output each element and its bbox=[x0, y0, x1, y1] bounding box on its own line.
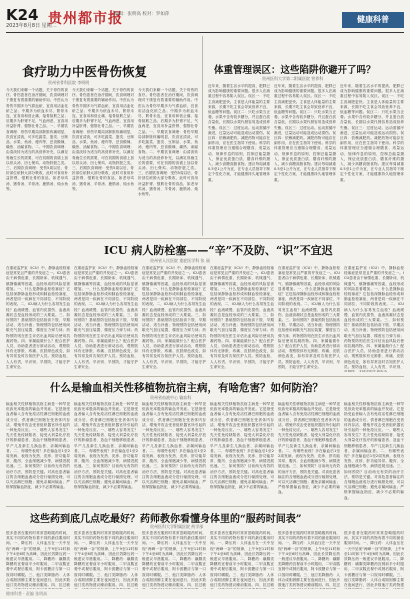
article-headline: 体重管理误区：这些陷阱你避开了吗？ bbox=[214, 65, 376, 76]
article-body: 输血相关性移植物抗宿主病是一种罕见但致死率极高的输血并发症。它是指受血者输入含有免疫活性淋巴细胞的血液成分后，供者淋巴细胞在受者体内存活、增殖并攻击受者组织器官所引起的一种免疫反应。一、哪些人容易发生？先天性免疫缺陷者、接受大剂量化疗放疗的肿瘤患者、造血干细胞移植患者、早产儿及新生儿换血者、亲属间输血者。二、有哪些表现？多在输血后1至2周发病，表现为发热、皮疹、肝功能异常、腹泻、全血细胞减少等，病情进展迅速。三、如何预防？目前尚无有效的治疗方法，预防是关键。对高危患者输注的含细胞血液成分进行辐照处理，可以灭活淋巴细胞；避免亲属间输血；严格掌握输血指征，减少不必要的输血。 bbox=[210, 402, 274, 490]
article-body: 很多患者在服药时常常忽略服药时间，其实不同的药物有着不同的最佳服用时间。一、降压药：人体血压在一天中呈现“两峰一谷”的规律，上午9至11时和下午4至6时为高峰，因此长效降压药一般建议早晨服用。二、降糖药：磺脲类降糖药宜餐前半小时服用，二甲双胍宜餐中或餐后服用，阿卡波糖应与第一口饭同时嚼服。三、他汀类降脂药：人体合成胆固醇主要在夜间进行，因此多数他汀类药物建议睡前服用。四、抗过敏 bbox=[6, 531, 70, 588]
article-body: 在重症监护室（ICU）中，静脉血栓栓塞症是常见且严重的并发症之一。ICU患者由于病情危重、长期卧床、机械通气、镇静镇痛等因素，血栓形成的风险显著增加。一、什么是静脉血栓栓塞症？它包括深静脉血栓形成和肺血栓栓塞症，两者是同一疾病在不同部位、不同阶段的表现。二、ICU病人为什么容易发生血栓？血流缓慢、血管内皮损伤、血液高凝状态是血栓形成的三大要素。三、如何预防？基础预防包括抬高下肢、早期活动、适当补液；物理预防包括使用间歇充气加压装置、梯度压力弹力袜；药物预防则在医生评估出血风险后使用抗凝药物。四、家属能做什么？配合医护人员，协助患者进行被动活动，观察肢体有无肿胀、疼痛、皮肤颜色改变，如有异常及时告知医护人员。预防血栓，人人有责，早识别、早预防，才能守护生命安全。 bbox=[142, 266, 206, 369]
article-body: 在重症监护室（ICU）中，静脉血栓栓塞症是常见且严重的并发症之一。ICU患者由于病情危重、长期卧床、机械通气、镇静镇痛等因素，血栓形成的风险显著增加。一、什么是静脉血栓栓塞症？它包括深静脉血栓形成和肺血栓栓塞症，两者是同一疾病在不同部位、不同阶段的表现。二、ICU病人为什么容易发生血栓？血流缓慢、血管内皮损伤、血液高凝状态是血栓形成的三大要素。三、如何预防？基础预防包括抬高下肢、早期活动、适当补液；物理预防包括使用间歇充气加压装置、梯度压力弹力袜；药物预防则在医生评估出血风险后使用抗凝药物。四、家属能做什么？配合医护人员，协助患者进行被动活动，观察肢体有无肿胀、疼痛、皮肤颜色改变，如有异常及时告知医护人员。预防血栓，人人有责，早识别、早预防，才能守护生命安全。 bbox=[278, 266, 340, 369]
article-body: 今天我们来聊一个话题，关于骨伤的食疗。骨伤患者在治疗期间，饮食调理对于康复有着重要的辅助作用。中医认为骨伤早期多为气滞血瘀，宜食用活血化瘀之品；中期多为瘀血未尽，筋骨未连，宜食用和营止痛、接骨续筋之品；后期多为肝肾不足，气血两虚，宜食用补益肝肾、强筋壮骨之品。一、早期饮食调理：骨伤早期局部肿胀疼痛明显，饮食宜清淡，可多吃蔬菜、蛋类、豆制品、水果、鱼汤、瘦肉等，忌食酸辣、燥热、油腻食物。二、中期饮食调理：由清淡转为适当的高营养补充，以满足骨痂生长的需要，可在初期的食谱上加以骨头汤、田七煲鸡、动物肝脏之类。三、后期饮食调理：受伤5周以后，骨折部位瘀肿大部分吸收，此时可食用补益肝肾、强筋壮骨的食品，如老母鸡汤、猪骨汤、羊骨汤、鹿筋汤、炖水鱼等。 bbox=[138, 88, 198, 197]
article-body: 近年来，随着生活水平的提高，肥胖已成为影响健康的重要问题。很多人在减重过程中容易陷入误区。误区一：不吃主食减肥更快。主食是人体能量的主要来源，长期不吃主食会导致营养不良、低血糖等问题。误区二：只吃水果当正餐。水果中含有较多糖分，并且蛋白质含量低，长期以水果代餐容易造成营养失衡。误区三：过度运动。运动需循序渐进，过量运动可能造成运动损伤。误区四：依赖减肥药。减肥药物可能存在副作用，应在医生指导下使用。科学的体重管理应当遵循合理膳食、适量运动、规律作息的原则，控制总能量摄入，保证优质蛋白质、膳食纤维的摄入，减少高糖高脂食物。建议每周减重0.5至1公斤为宜，在专业人员指导下制定个性化方案，才能健康持久地管理体重。 bbox=[274, 84, 336, 182]
article-body: 在重症监护室（ICU）中，静脉血栓栓塞症是常见且严重的并发症之一。ICU患者由于病情危重、长期卧床、机械通气、镇静镇痛等因素，血栓形成的风险显著增加。一、什么是静脉血栓栓塞症？它包括深静脉血栓形成和肺血栓栓塞症，两者是同一疾病在不同部位、不同阶段的表现。二、ICU病人为什么容易发生血栓？血流缓慢、血管内皮损伤、血液高凝状态是血栓形成的三大要素。三、如何预防？基础预防包括抬高下肢、早期活动、适当补液；物理预防包括使用间歇充气加压装置、梯度压力弹力袜；药物预防则在医生评估出血风险后使用抗凝药物。四、家属能做什么？配合医护人员，协助患者进行被动活动，观察肢体有无肿胀、疼痛、皮肤颜色改变，如有异常及时告知医护人员。预防血栓，人人有责，早识别、早预防，才能守护生命安全。 bbox=[210, 266, 274, 369]
page-footer: 健康科普 · 责编 张明高 bbox=[6, 591, 48, 596]
article-body: 在重症监护室（ICU）中，静脉血栓栓塞症是常见且严重的并发症之一。ICU患者由于病情危重、长期卧床、机械通气、镇静镇痛等因素，血栓形成的风险显著增加。一、什么是静脉血栓栓塞症？它包括深静脉血栓形成和肺血栓栓塞症，两者是同一疾病在不同部位、不同阶段的表现。二、ICU病人为什么容易发生血栓？血流缓慢、血管内皮损伤、血液高凝状态是血栓形成的三大要素。三、如何预防？基础预防包括抬高下肢、早期活动、适当补液；物理预防包括使用间歇充气加压装置、梯度压力弹力袜；药物预防则在医生评估出血风险后使用抗凝药物。四、家属能做什么？配合医护人员，协助患者进行被动活动，观察肢体有无肿胀、疼痛、皮肤颜色改变，如有异常及时告知医护人员。预防血栓，人人有责，早识别、早预防，才能守护生命安全。 bbox=[6, 266, 70, 369]
article-body: 近年来，随着生活水平的提高，肥胖已成为影响健康的重要问题。很多人在减重过程中容易陷入误区。误区一：不吃主食减肥更快。主食是人体能量的主要来源，长期不吃主食会导致营养不良、低血糖等问题。误区二：只吃水果当正餐。水果中含有较多糖分，并且蛋白质含量低，长期以水果代餐容易造成营养失衡。误区三：过度运动。运动需循序渐进，过量运动可能造成运动损伤。误区四：依赖减肥药。减肥药物可能存在副作用，应在医生指导下使用。科学的体重管理应当遵循合理膳食、适量运动、规律作息的原则，控制总能量摄入，保证优质蛋白质、膳食纤维的摄入，减少高糖高脂食物。建议每周减重0.5至1公斤为宜，在专业人员指导下制定个性化方案，才能健康持久地管理体重。 bbox=[340, 84, 404, 182]
article-byline: 贵州省骨科医院 李明明 bbox=[48, 80, 90, 85]
article-headline: 食疗助力中医骨伤恢复 bbox=[22, 64, 148, 79]
article-body: 输血相关性移植物抗宿主病是一种罕见但致死率极高的输血并发症。它是指受血者输入含有免疫活性淋巴细胞的血液成分后，供者淋巴细胞在受者体内存活、增殖并攻击受者组织器官所引起的一种免疫反应。一、哪些人容易发生？先天性免疫缺陷者、接受大剂量化疗放疗的肿瘤患者、造血干细胞移植患者、早产儿及新生儿换血者、亲属间输血者。二、有哪些表现？多在输血后1至2周发病，表现为发热、皮疹、肝功能异常、腹泻、全血细胞减少等，病情进展迅速。三、如何预防？目前尚无有效的治疗方法，预防是关键。对高危患者输注的含细胞血液成分进行辐照处理，可以灭活淋巴细胞；避免亲属间输血；严格掌握输血指征，减少不必要的输血。 bbox=[6, 402, 70, 490]
column-divider bbox=[202, 36, 203, 236]
page-number: K24 bbox=[6, 6, 39, 24]
article-body: 很多患者在服药时常常忽略服药时间，其实不同的药物有着不同的最佳服用时间。一、降压药：人体血压在一天中呈现“两峰一谷”的规律，上午9至11时和下午4至6时为高峰，因此长效降压药一般建议早晨服用。二、降糖药：磺脲类降糖药宜餐前半小时服用，二甲双胍宜餐中或餐后服用，阿卡波糖应与第一口饭同时嚼服。三、他汀类降脂药：人体合成胆固醇主要在夜间进行，因此多数他汀类药物建议睡前服用。四、抗过敏 bbox=[74, 531, 138, 588]
section-divider bbox=[6, 238, 404, 239]
masthead-rule bbox=[6, 32, 404, 33]
issue-date: 2023年8月8日 星期二 bbox=[6, 23, 57, 29]
article-body: 输血相关性移植物抗宿主病是一种罕见但致死率极高的输血并发症。它是指受血者输入含有免疫活性淋巴细胞的血液成分后，供者淋巴细胞在受者体内存活、增殖并攻击受者组织器官所引起的一种免疫反应。一、哪些人容易发生？先天性免疫缺陷者、接受大剂量化疗放疗的肿瘤患者、造血干细胞移植患者、早产儿及新生儿换血者、亲属间输血者。二、有哪些表现？多在输血后1至2周发病，表现为发热、皮疹、肝功能异常、腹泻、全血细胞减少等，病情进展迅速。三、如何预防？目前尚无有效的治疗方法，预防是关键。对高危患者输注的含细胞血液成分进行辐照处理，可以灭活淋巴细胞；避免亲属间输血；严格掌握输血指征，减少不必要的输血。 bbox=[344, 402, 404, 500]
article-body: 输血相关性移植物抗宿主病是一种罕见但致死率极高的输血并发症。它是指受血者输入含有免疫活性淋巴细胞的血液成分后，供者淋巴细胞在受者体内存活、增殖并攻击受者组织器官所引起的一种免疫反应。一、哪些人容易发生？先天性免疫缺陷者、接受大剂量化疗放疗的肿瘤患者、造血干细胞移植患者、早产儿及新生儿换血者、亲属间输血者。二、有哪些表现？多在输血后1至2周发病，表现为发热、皮疹、肝功能异常、腹泻、全血细胞减少等，病情进展迅速。三、如何预防？目前尚无有效的治疗方法，预防是关键。对高危患者输注的含细胞血液成分进行辐照处理，可以灭活淋巴细胞；避免亲属间输血；严格掌握输血指征，减少不必要的输血。 bbox=[278, 402, 340, 495]
article-body: 很多患者在服药时常常忽略服药时间，其实不同的药物有着不同的最佳服用时间。一、降压药：人体血压在一天中呈现“两峰一谷”的规律，上午9至11时和下午4至6时为高峰，因此长效降压药一般建议早晨服用。二、降糖药：磺脲类降糖药宜餐前半小时服用，二甲双胍宜餐中或餐后服用，阿卡波糖应与第一口饭同时嚼服。三、他汀类降脂药：人体合成胆固醇主要在夜间进行，因此多数他汀类药物建议睡前服用。四、抗过 bbox=[278, 531, 340, 588]
article-body: 近年来，随着生活水平的提高，肥胖已成为影响健康的重要问题。很多人在减重过程中容易陷入误区。误区一：不吃主食减肥更快。主食是人体能量的主要来源，长期不吃主食会导致营养不良、低血糖等问题。误区二：只吃水果当正餐。水果中含有较多糖分，并且蛋白质含量低，长期以水果代餐容易造成营养失衡。误区三：过度运动。运动需循序渐进，过量运动可能造成运动损伤。误区四：依赖减肥药。减肥药物可能存在副作用，应在医生指导下使用。科学的体重管理应当遵循合理膳食、适量运动、规律作息的原则，控制总能量摄入，保证优质蛋白质、膳食纤维的摄入，减少高糖高脂食物。建议每周减重0.5至1公斤为宜，在专业人员指导下制定个性化方案，才能健康持久地管理体重。 bbox=[208, 84, 270, 182]
article-body: 在重症监护室（ICU）中，静脉血栓栓塞症是常见且严重的并发症之一。ICU患者由于病情危重、长期卧床、机械通气、镇静镇痛等因素，血栓形成的风险显著增加。一、什么是静脉血栓栓塞症？它包括深静脉血栓形成和肺血栓栓塞症，两者是同一疾病在不同部位、不同阶段的表现。二、ICU病人为什么容易发生血栓？血流缓慢、血管内皮损伤、血液高凝状态是血栓形成的三大要素。三、如何预防？基础预防包括抬高下肢、早期活动、适当补液；物理预防包括使用间歇充气加压装置、梯度压力弹力袜；药物预防则在医生评估出血风险后使用抗凝药物。四、家属能做什么？配合医护人员，协助患者进行被动活动，观察肢体有无肿胀、疼痛、皮肤颜色改变，如有异常及时告知医护人员。预防血栓，人人有责，早识别、 bbox=[344, 266, 404, 369]
article-headline: 什么是输血相关性移植物抗宿主病，有啥危害？如何防治？ bbox=[50, 382, 323, 394]
article-byline: 贵州省人民医院 重症医学科 张 丽 bbox=[150, 258, 210, 263]
section-tab: 健康科普 bbox=[342, 12, 404, 28]
article-headline: ICU 病人防栓塞——“辛”不及防、“识”不宜迟 bbox=[104, 244, 333, 257]
article-body: 输血相关性移植物抗宿主病是一种罕见但致死率极高的输血并发症。它是指受血者输入含有免疫活性淋巴细胞的血液成分后，供者淋巴细胞在受者体内存活、增殖并攻击受者组织器官所引起的一种免疫反应。一、哪些人容易发生？先天性免疫缺陷者、接受大剂量化疗放疗的肿瘤患者、造血干细胞移植患者、早产儿及新生儿换血者、亲属间输血者。二、有哪些表现？多在输血后1至2周发病，表现为发热、皮疹、肝功能异常、腹泻、全血细胞减少等，病情进展迅速。三、如何预防？目前尚无有效的治疗方法，预防是关键。对高危患者输注的含细胞血液成分进行辐照处理，可以灭活淋巴细胞；避免亲属间输血；严格掌握输血指征，减少不必要的输血。 bbox=[74, 402, 138, 490]
article-byline: 贵州医科大学附属医院 药学部 bbox=[150, 524, 204, 529]
paper-logo: 贵州都市报 bbox=[48, 11, 123, 27]
article-body: 今天我们来聊一个话题，关于骨伤的食疗。骨伤患者在治疗期间，饮食调理对于康复有着重要的辅助作用。中医认为骨伤早期多为气滞血瘀，宜食用活血化瘀之品；中期多为瘀血未尽，筋骨未连，宜食用和营止痛、接骨续筋之品；后期多为肝肾不足，气血两虚，宜食用补益肝肾、强筋壮骨之品。一、早期饮食调理：骨伤早期局部肿胀疼痛明显，饮食宜清淡，可多吃蔬菜、蛋类、豆制品、水果、鱼汤、瘦肉等，忌食酸辣、燥热、油腻食物。二、中期饮食调理：由清淡转为适当的高营养补充，以满足骨痂生长的需要，可在初期的食谱上加以骨头汤、田七煲鸡、动物肝脏之类。三、后期饮食调理：受伤5周以后，骨折部位瘀肿大部分吸收，此时可食用补益肝肾、强筋壮骨的食品，如老母鸡汤、猪骨汤、羊骨汤、鹿筋汤、炖水鱼等。 bbox=[72, 88, 134, 191]
article-byline: 贵州医科大学第二附属医院 营养科 bbox=[262, 76, 324, 81]
masthead bbox=[6, 4, 404, 30]
article-body: 很多患者在服药时常常忽略服药时间，其实不同的药物有着不同的最佳服用时间。一、降压药：人体血压在一天中呈现“两峰一谷”的规律，上午9至11时和下午4至6时为高峰，因此长效降压药一般建议早晨服用。二、降糖药：磺脲类降糖药宜餐前半小时服用，二甲双胍宜餐中或餐后服用，阿卡波糖应与第一口饭同时嚼服。三、他汀类降脂药：人体合成胆固醇主要在夜间进行，因此多数他汀类药物建议睡前服用。四、抗过敏 bbox=[210, 531, 274, 588]
article-body: 很多患者在服药时常常忽略服药时间，其实不同的药物有着不同的最佳服用时间。一、降压药：人体血压在一天中呈现“两峰一谷”的规律，上午9至11时和下午4至6时为高峰，因此长效降压药一般建议早晨服用。二、降糖药：磺脲类降糖药宜餐前半小时服用，二甲双胍宜餐中或餐后服用，阿卡波糖应与第一口饭同时嚼服。三、他汀类降脂药：人体合成胆固醇主要在夜间进行，因此多数他汀类药物建议睡前服用。四、抗过敏 bbox=[142, 531, 206, 588]
article-byline: 贵州省血液中心 输血科 bbox=[150, 395, 192, 400]
article-body: 很多患者在服药时常常忽略服药时间，其实不同的药物有着不同的最佳服用时间。一、降压药：人体血压在一天中呈现“两峰一谷”的规律，上午9至11时和下午4至6时为高峰，因此长效降压药一般建议早晨服用。二、降糖药：磺脲类降糖药宜餐前半小时服用，二甲双胍宜餐中或餐后服用，阿卡波糖应与第一口饭同时嚼服。三、他汀类降脂药：人体合成胆固醇主要在夜间进行，因此多数他汀类药物建 bbox=[344, 531, 404, 588]
section-divider bbox=[6, 376, 404, 377]
article-body: 今天我们来聊一个话题，关于骨伤的食疗。骨伤患者在治疗期间，饮食调理对于康复有着重要的辅助作用。中医认为骨伤早期多为气滞血瘀，宜食用活血化瘀之品；中期多为瘀血未尽，筋骨未连，宜食用和营止痛、接骨续筋之品；后期多为肝肾不足，气血两虚，宜食用补益肝肾、强筋壮骨之品。一、早期饮食调理：骨伤早期局部肿胀疼痛明显，饮食宜清淡，可多吃蔬菜、蛋类、豆制品、水果、鱼汤、瘦肉等，忌食酸辣、燥热、油腻食物。二、中期饮食调理：由清淡转为适当的高营养补充，以满足骨痂生长的需要，可在初期的食谱上加以骨头汤、田七煲鸡、动物肝脏之类。三、后期饮食调理：受伤5周以后，骨折部位瘀肿大部分吸收，此时可食用补益肝肾、强筋壮骨的食品，如老母鸡汤、猪骨汤、羊骨汤、鹿筋汤、炖水鱼等。 bbox=[6, 88, 68, 191]
article-headline: 这些药到底几点吃最好？药师教你看懂身体里的“服药时间表” bbox=[30, 514, 302, 525]
section-divider bbox=[6, 506, 404, 507]
article-body: 在重症监护室（ICU）中，静脉血栓栓塞症是常见且严重的并发症之一。ICU患者由于病情危重、长期卧床、机械通气、镇静镇痛等因素，血栓形成的风险显著增加。一、什么是静脉血栓栓塞症？它包括深静脉血栓形成和肺血栓栓塞症，两者是同一疾病在不同部位、不同阶段的表现。二、ICU病人为什么容易发生血栓？血流缓慢、血管内皮损伤、血液高凝状态是血栓形成的三大要素。三、如何预防？基础预防包括抬高下肢、早期活动、适当补液；物理预防包括使用间歇充气加压装置、梯度压力弹力袜；药物预防则在医生评估出血风险后使用抗凝药物。四、家属能做什么？配合医护人员，协助患者进行被动活动，观察肢体有无肿胀、疼痛、皮肤颜色改变，如有异常及时告知医护人员。预防血栓，人人有责，早识别、早预防，才能守护生命安全。 bbox=[74, 266, 138, 369]
editor-credits: 编辑：张明高 校对：罗如萍 bbox=[114, 12, 170, 17]
article-body: 输血相关性移植物抗宿主病是一种罕见但致死率极高的输血并发症。它是指受血者输入含有免疫活性淋巴细胞的血液成分后，供者淋巴细胞在受者体内存活、增殖并攻击受者组织器官所引起的一种免疫反应。一、哪些人容易发生？先天性免疫缺陷者、接受大剂量化疗放疗的肿瘤患者、造血干细胞移植患者、早产儿及新生儿换血者、亲属间输血者。二、有哪些表现？多在输血后1至2周发病，表现为发热、皮疹、肝功能异常、腹泻、全血细胞减少等，病情进展迅速。三、如何预防？目前尚无有效的治疗方法，预防是关键。对高危患者输注的含细胞血液成分进行辐照处理，可以灭活淋巴细胞；避免亲属间输血；严格掌握输血指征，减少不必要的输血。 bbox=[142, 402, 206, 490]
